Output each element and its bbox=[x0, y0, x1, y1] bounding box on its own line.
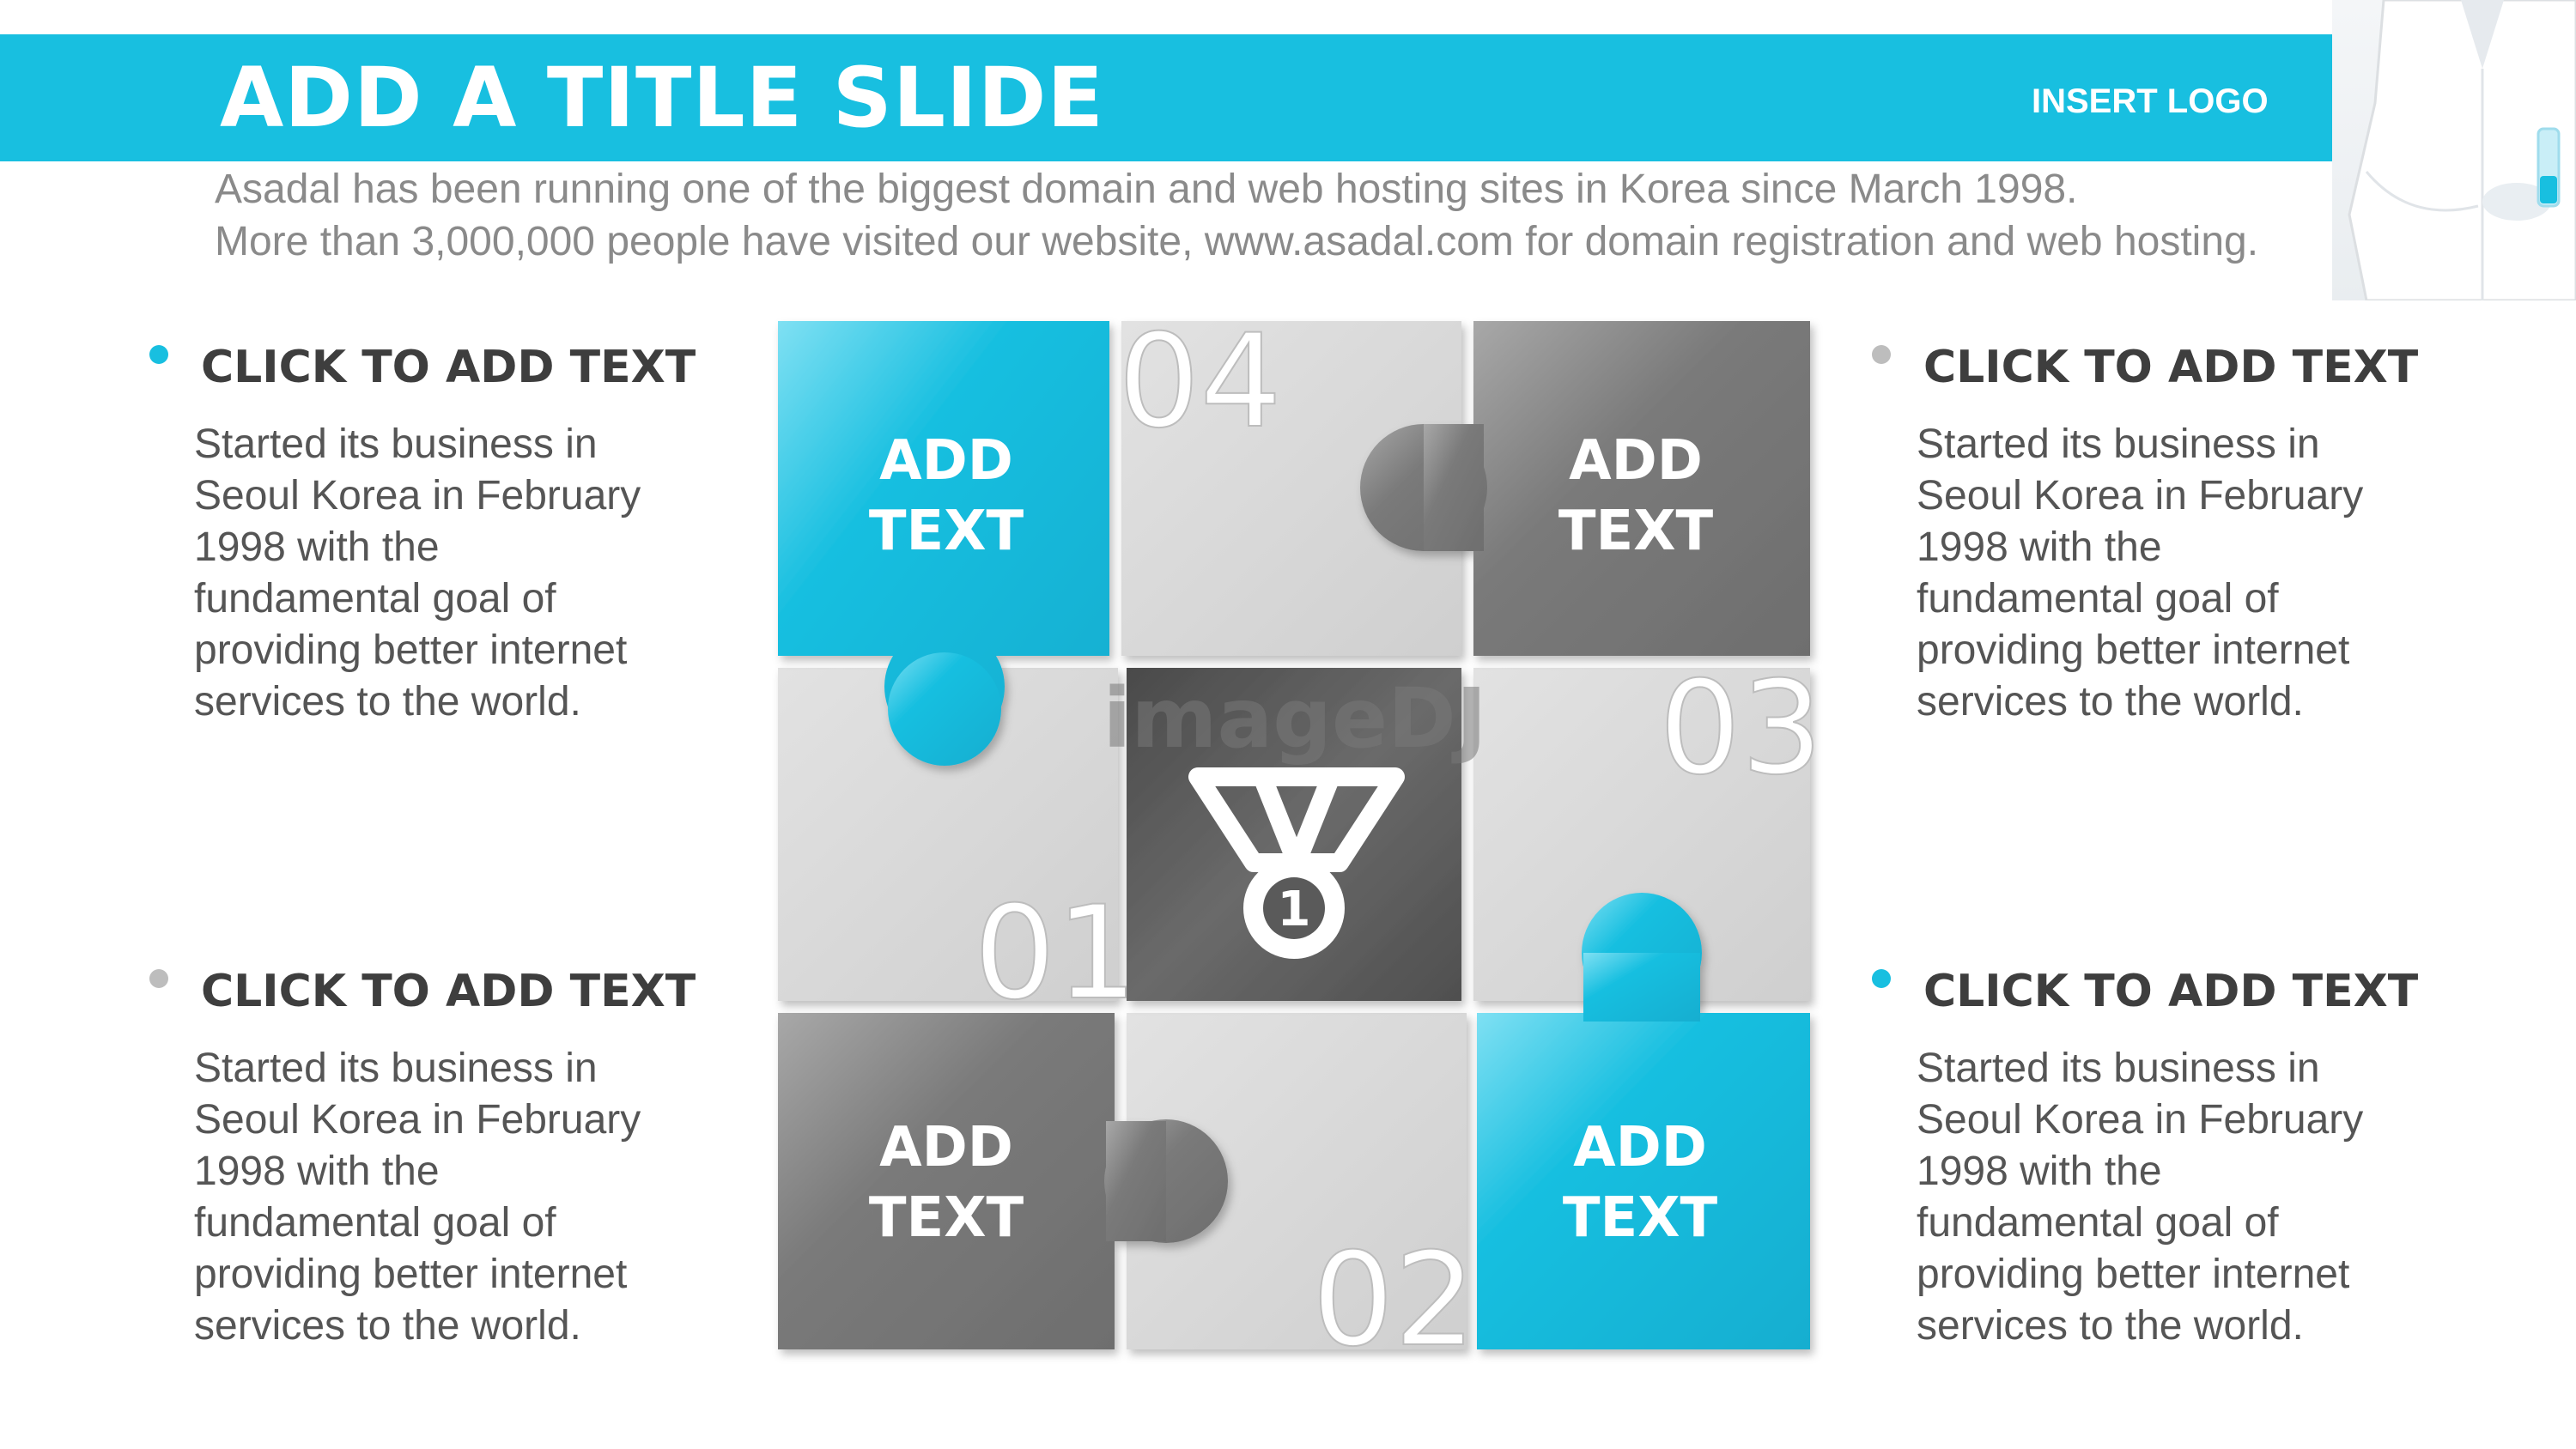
block-body[interactable]: Started its business in Seoul Korea in February 1998 with the fundamental goal of providing better internet services to the world. bbox=[1917, 421, 2364, 724]
block-heading[interactable]: CLICK TO ADD TEXT bbox=[1923, 966, 2419, 1017]
watermark-logo: imageDJ bbox=[1103, 670, 1487, 767]
step-number: 02 bbox=[1312, 1226, 1476, 1375]
step-number: 01 bbox=[974, 879, 1138, 1028]
tile-label[interactable]: TEXT bbox=[1558, 500, 1714, 563]
block-heading[interactable]: CLICK TO ADD TEXT bbox=[1923, 342, 2419, 393]
subtitle-line: More than 3,000,000 people have visited our website, www.asadal.com for domain registration and web hosting. bbox=[215, 219, 2259, 264]
block-body[interactable]: Started its business in Seoul Korea in February 1998 with the fundamental goal of providing better internet services to the world. bbox=[194, 1046, 641, 1349]
tile-label[interactable]: ADD bbox=[1569, 429, 1703, 493]
block-heading[interactable]: CLICK TO ADD TEXT bbox=[201, 342, 696, 393]
puzzle-piece-bottom-left bbox=[778, 1013, 1115, 1349]
step-number: 04 bbox=[1118, 307, 1282, 457]
subtitle-line: Asadal has been running one of the biggest domain and web hosting sites in Korea since March 1998. bbox=[215, 167, 2078, 212]
tile-label[interactable]: TEXT bbox=[1562, 1186, 1718, 1250]
tile-label[interactable]: ADD bbox=[879, 1116, 1013, 1179]
step-number: 03 bbox=[1659, 654, 1823, 803]
block-heading[interactable]: CLICK TO ADD TEXT bbox=[201, 966, 696, 1017]
puzzle-tab bbox=[888, 652, 1001, 766]
medal-number: 1 bbox=[1277, 882, 1311, 937]
tile-label[interactable]: TEXT bbox=[868, 500, 1024, 563]
slide-title: ADD A TITLE SLIDE bbox=[220, 50, 1104, 146]
block-body[interactable]: Started its business in Seoul Korea in February 1998 with the fundamental goal of providing better internet services to the world. bbox=[194, 421, 641, 724]
logo-placeholder: INSERT LOGO bbox=[2032, 82, 2269, 120]
tile-label[interactable]: ADD bbox=[1573, 1116, 1707, 1179]
tile-label[interactable]: TEXT bbox=[868, 1186, 1024, 1250]
tile-label[interactable]: ADD bbox=[879, 429, 1013, 493]
puzzle-piece-bottom-right bbox=[1477, 1013, 1810, 1349]
block-body[interactable]: Started its business in Seoul Korea in February 1998 with the fundamental goal of providing better internet services to the world. bbox=[1917, 1046, 2364, 1349]
